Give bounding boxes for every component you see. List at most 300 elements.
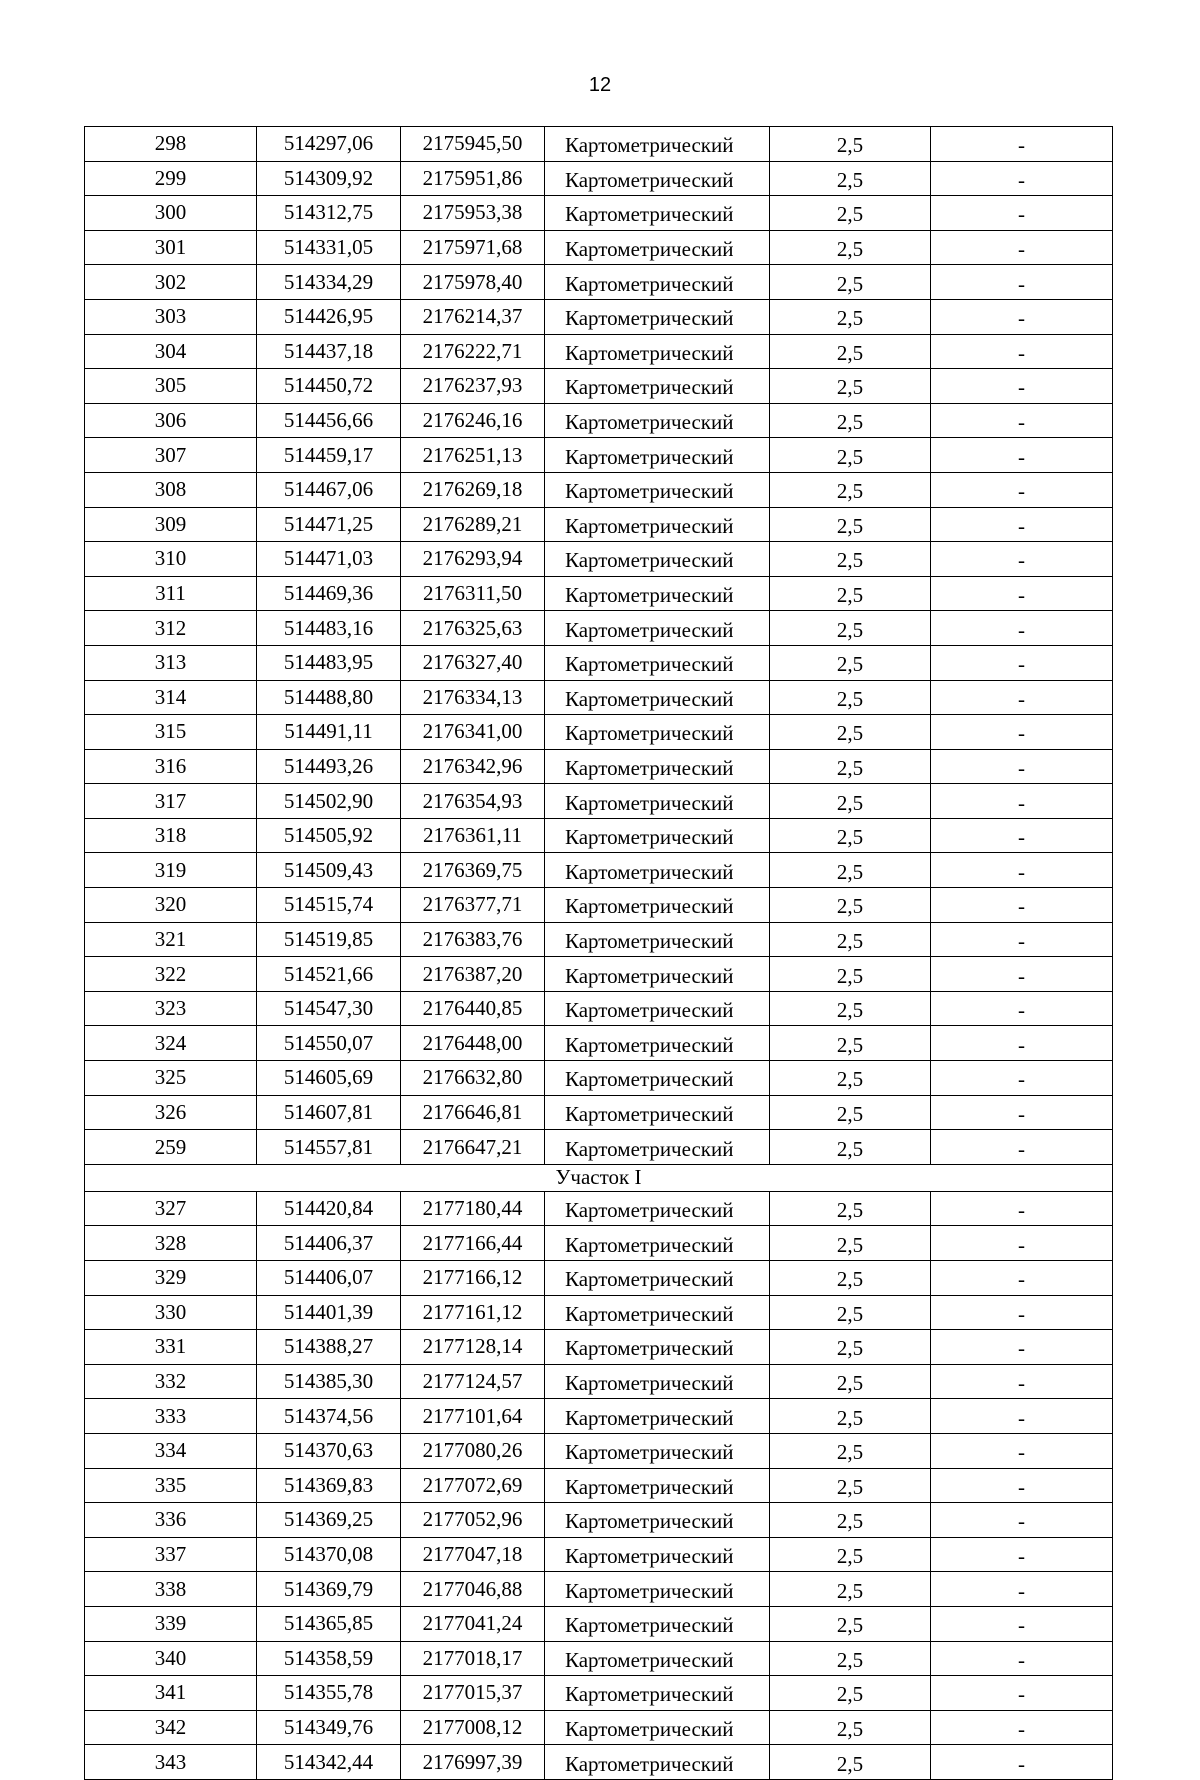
x-coordinate-cell: 514437,18 [257, 334, 401, 369]
accuracy-cell: 2,5 [770, 369, 931, 404]
description-cell: - [931, 196, 1113, 231]
accuracy-cell: 2,5 [770, 922, 931, 957]
y-coordinate-cell: 2177124,57 [401, 1364, 545, 1399]
y-coordinate-cell: 2177052,96 [401, 1503, 545, 1538]
method-cell: Картометрический [545, 438, 770, 473]
point-number-cell: 304 [85, 334, 257, 369]
section-title: Участок I [85, 1164, 1113, 1191]
accuracy-cell: 2,5 [770, 1572, 931, 1607]
y-coordinate-cell: 2176997,39 [401, 1745, 545, 1780]
coordinates-table-body [85, 127, 1113, 1780]
table-row [85, 645, 1113, 680]
method-cell: Картометрический [545, 611, 770, 646]
method-cell: Картометрический [545, 957, 770, 992]
x-coordinate-cell: 514505,92 [257, 818, 401, 853]
method-cell: Картометрический [545, 1061, 770, 1096]
method-cell: Картометрический [545, 334, 770, 369]
point-number-cell: 303 [85, 299, 257, 334]
y-coordinate-cell: 2176251,13 [401, 438, 545, 473]
accuracy-cell: 2,5 [770, 403, 931, 438]
coordinates-table [84, 126, 1113, 1780]
y-coordinate-cell: 2176361,11 [401, 818, 545, 853]
x-coordinate-cell: 514349,76 [257, 1710, 401, 1745]
y-coordinate-cell: 2176377,71 [401, 888, 545, 923]
table-row [85, 1606, 1113, 1641]
table-row [85, 1676, 1113, 1711]
method-cell: Картометрический [545, 1130, 770, 1165]
method-cell: Картометрический [545, 1261, 770, 1296]
table-row [85, 1295, 1113, 1330]
table-row [85, 334, 1113, 369]
table-row [85, 1330, 1113, 1365]
x-coordinate-cell: 514607,81 [257, 1095, 401, 1130]
point-number-cell: 321 [85, 922, 257, 957]
method-cell: Картометрический [545, 1364, 770, 1399]
accuracy-cell: 2,5 [770, 438, 931, 473]
y-coordinate-cell: 2175945,50 [401, 127, 545, 162]
point-number-cell: 315 [85, 715, 257, 750]
y-coordinate-cell: 2176342,96 [401, 749, 545, 784]
description-cell: - [931, 1606, 1113, 1641]
point-number-cell: 314 [85, 680, 257, 715]
x-coordinate-cell: 514459,17 [257, 438, 401, 473]
description-cell: - [931, 645, 1113, 680]
y-coordinate-cell: 2177015,37 [401, 1676, 545, 1711]
method-cell: Картометрический [545, 645, 770, 680]
table-row [85, 888, 1113, 923]
description-cell: - [931, 369, 1113, 404]
accuracy-cell: 2,5 [770, 991, 931, 1026]
description-cell: - [931, 680, 1113, 715]
method-cell: Картометрический [545, 196, 770, 231]
point-number-cell: 312 [85, 611, 257, 646]
y-coordinate-cell: 2176293,94 [401, 542, 545, 577]
method-cell: Картометрический [545, 922, 770, 957]
accuracy-cell: 2,5 [770, 576, 931, 611]
method-cell: Картометрический [545, 853, 770, 888]
method-cell: Картометрический [545, 818, 770, 853]
point-number-cell: 338 [85, 1572, 257, 1607]
table-row [85, 1399, 1113, 1434]
x-coordinate-cell: 514605,69 [257, 1061, 401, 1096]
description-cell: - [931, 265, 1113, 300]
table-row [85, 230, 1113, 265]
point-number-cell: 309 [85, 507, 257, 542]
point-number-cell: 336 [85, 1503, 257, 1538]
table-row [85, 1503, 1113, 1538]
accuracy-cell: 2,5 [770, 715, 931, 750]
point-number-cell: 326 [85, 1095, 257, 1130]
description-cell: - [931, 1095, 1113, 1130]
x-coordinate-cell: 514456,66 [257, 403, 401, 438]
table-row [85, 1226, 1113, 1261]
description-cell: - [931, 1503, 1113, 1538]
table-row [85, 1191, 1113, 1226]
y-coordinate-cell: 2177008,12 [401, 1710, 545, 1745]
method-cell: Картометрический [545, 1468, 770, 1503]
method-cell: Картометрический [545, 1641, 770, 1676]
y-coordinate-cell: 2177080,26 [401, 1433, 545, 1468]
description-cell: - [931, 1641, 1113, 1676]
accuracy-cell: 2,5 [770, 1026, 931, 1061]
x-coordinate-cell: 514297,06 [257, 127, 401, 162]
y-coordinate-cell: 2176237,93 [401, 369, 545, 404]
point-number-cell: 330 [85, 1295, 257, 1330]
x-coordinate-cell: 514406,07 [257, 1261, 401, 1296]
y-coordinate-cell: 2177180,44 [401, 1191, 545, 1226]
accuracy-cell: 2,5 [770, 1399, 931, 1434]
method-cell: Картометрический [545, 715, 770, 750]
method-cell: Картометрический [545, 576, 770, 611]
table-row [85, 576, 1113, 611]
table-row [85, 818, 1113, 853]
method-cell: Картометрический [545, 1226, 770, 1261]
description-cell: - [931, 472, 1113, 507]
accuracy-cell: 2,5 [770, 161, 931, 196]
accuracy-cell: 2,5 [770, 957, 931, 992]
x-coordinate-cell: 514365,85 [257, 1606, 401, 1641]
description-cell: - [931, 1061, 1113, 1096]
description-cell: - [931, 715, 1113, 750]
y-coordinate-cell: 2177101,64 [401, 1399, 545, 1434]
accuracy-cell: 2,5 [770, 749, 931, 784]
x-coordinate-cell: 514370,63 [257, 1433, 401, 1468]
table-row [85, 957, 1113, 992]
method-cell: Картометрический [545, 1095, 770, 1130]
point-number-cell: 335 [85, 1468, 257, 1503]
description-cell: - [931, 888, 1113, 923]
x-coordinate-cell: 514355,78 [257, 1676, 401, 1711]
point-number-cell: 313 [85, 645, 257, 680]
method-cell: Картометрический [545, 1399, 770, 1434]
point-number-cell: 342 [85, 1710, 257, 1745]
accuracy-cell: 2,5 [770, 1606, 931, 1641]
point-number-cell: 325 [85, 1061, 257, 1096]
table-row [85, 1572, 1113, 1607]
y-coordinate-cell: 2176383,76 [401, 922, 545, 957]
x-coordinate-cell: 514547,30 [257, 991, 401, 1026]
method-cell: Картометрический [545, 1676, 770, 1711]
y-coordinate-cell: 2177161,12 [401, 1295, 545, 1330]
description-cell: - [931, 749, 1113, 784]
x-coordinate-cell: 514557,81 [257, 1130, 401, 1165]
table-row [85, 369, 1113, 404]
point-number-cell: 343 [85, 1745, 257, 1780]
y-coordinate-cell: 2176325,63 [401, 611, 545, 646]
description-cell: - [931, 161, 1113, 196]
table-row [85, 1537, 1113, 1572]
y-coordinate-cell: 2177018,17 [401, 1641, 545, 1676]
description-cell: - [931, 1537, 1113, 1572]
point-number-cell: 298 [85, 127, 257, 162]
method-cell: Картометрический [545, 1026, 770, 1061]
point-number-cell: 299 [85, 161, 257, 196]
accuracy-cell: 2,5 [770, 1468, 931, 1503]
x-coordinate-cell: 514369,25 [257, 1503, 401, 1538]
point-number-cell: 318 [85, 818, 257, 853]
point-number-cell: 332 [85, 1364, 257, 1399]
x-coordinate-cell: 514483,16 [257, 611, 401, 646]
point-number-cell: 307 [85, 438, 257, 473]
y-coordinate-cell: 2176327,40 [401, 645, 545, 680]
y-coordinate-cell: 2177166,12 [401, 1261, 545, 1296]
x-coordinate-cell: 514469,36 [257, 576, 401, 611]
method-cell: Картометрический [545, 680, 770, 715]
table-row [85, 507, 1113, 542]
method-cell: Картометрический [545, 1572, 770, 1607]
accuracy-cell: 2,5 [770, 1330, 931, 1365]
table-row [85, 1745, 1113, 1780]
y-coordinate-cell: 2177046,88 [401, 1572, 545, 1607]
y-coordinate-cell: 2177166,44 [401, 1226, 545, 1261]
description-cell: - [931, 334, 1113, 369]
y-coordinate-cell: 2176269,18 [401, 472, 545, 507]
x-coordinate-cell: 514550,07 [257, 1026, 401, 1061]
y-coordinate-cell: 2175953,38 [401, 196, 545, 231]
x-coordinate-cell: 514331,05 [257, 230, 401, 265]
description-cell: - [931, 991, 1113, 1026]
table-row [85, 784, 1113, 819]
y-coordinate-cell: 2176387,20 [401, 957, 545, 992]
description-cell: - [931, 784, 1113, 819]
x-coordinate-cell: 514515,74 [257, 888, 401, 923]
x-coordinate-cell: 514401,39 [257, 1295, 401, 1330]
point-number-cell: 328 [85, 1226, 257, 1261]
x-coordinate-cell: 514426,95 [257, 299, 401, 334]
accuracy-cell: 2,5 [770, 1710, 931, 1745]
table-row [85, 265, 1113, 300]
accuracy-cell: 2,5 [770, 127, 931, 162]
table-row [85, 1061, 1113, 1096]
table-row [85, 161, 1113, 196]
y-coordinate-cell: 2176354,93 [401, 784, 545, 819]
point-number-cell: 331 [85, 1330, 257, 1365]
accuracy-cell: 2,5 [770, 853, 931, 888]
accuracy-cell: 2,5 [770, 1095, 931, 1130]
description-cell: - [931, 1468, 1113, 1503]
x-coordinate-cell: 514406,37 [257, 1226, 401, 1261]
accuracy-cell: 2,5 [770, 299, 931, 334]
accuracy-cell: 2,5 [770, 1226, 931, 1261]
point-number-cell: 323 [85, 991, 257, 1026]
description-cell: - [931, 1572, 1113, 1607]
x-coordinate-cell: 514369,79 [257, 1572, 401, 1607]
accuracy-cell: 2,5 [770, 507, 931, 542]
table-row [85, 1130, 1113, 1165]
description-cell: - [931, 299, 1113, 334]
method-cell: Картометрический [545, 1191, 770, 1226]
table-row [85, 1433, 1113, 1468]
table-row [85, 127, 1113, 162]
description-cell: - [931, 1026, 1113, 1061]
method-cell: Картометрический [545, 230, 770, 265]
x-coordinate-cell: 514358,59 [257, 1641, 401, 1676]
method-cell: Картометрический [545, 1330, 770, 1365]
accuracy-cell: 2,5 [770, 230, 931, 265]
table-row [85, 438, 1113, 473]
point-number-cell: 322 [85, 957, 257, 992]
accuracy-cell: 2,5 [770, 1191, 931, 1226]
x-coordinate-cell: 514521,66 [257, 957, 401, 992]
point-number-cell: 306 [85, 403, 257, 438]
x-coordinate-cell: 514483,95 [257, 645, 401, 680]
point-number-cell: 316 [85, 749, 257, 784]
x-coordinate-cell: 514334,29 [257, 265, 401, 300]
y-coordinate-cell: 2176334,13 [401, 680, 545, 715]
y-coordinate-cell: 2175951,86 [401, 161, 545, 196]
description-cell: - [931, 507, 1113, 542]
table-row [85, 299, 1113, 334]
y-coordinate-cell: 2177047,18 [401, 1537, 545, 1572]
method-cell: Картометрический [545, 299, 770, 334]
table-row [85, 1261, 1113, 1296]
x-coordinate-cell: 514471,25 [257, 507, 401, 542]
x-coordinate-cell: 514491,11 [257, 715, 401, 750]
y-coordinate-cell: 2176246,16 [401, 403, 545, 438]
description-cell: - [931, 818, 1113, 853]
description-cell: - [931, 438, 1113, 473]
table-row [85, 542, 1113, 577]
x-coordinate-cell: 514370,08 [257, 1537, 401, 1572]
description-cell: - [931, 1130, 1113, 1165]
point-number-cell: 324 [85, 1026, 257, 1061]
accuracy-cell: 2,5 [770, 1261, 931, 1296]
x-coordinate-cell: 514309,92 [257, 161, 401, 196]
accuracy-cell: 2,5 [770, 1676, 931, 1711]
point-number-cell: 329 [85, 1261, 257, 1296]
x-coordinate-cell: 514312,75 [257, 196, 401, 231]
accuracy-cell: 2,5 [770, 888, 931, 923]
x-coordinate-cell: 514374,56 [257, 1399, 401, 1434]
description-cell: - [931, 576, 1113, 611]
accuracy-cell: 2,5 [770, 1503, 931, 1538]
accuracy-cell: 2,5 [770, 1745, 931, 1780]
table-row [85, 853, 1113, 888]
table-row [85, 1710, 1113, 1745]
method-cell: Картометрический [545, 991, 770, 1026]
table-row [85, 1026, 1113, 1061]
y-coordinate-cell: 2176289,21 [401, 507, 545, 542]
point-number-cell: 301 [85, 230, 257, 265]
y-coordinate-cell: 2176647,21 [401, 1130, 545, 1165]
table-row [85, 196, 1113, 231]
y-coordinate-cell: 2177072,69 [401, 1468, 545, 1503]
accuracy-cell: 2,5 [770, 542, 931, 577]
table-row [85, 1641, 1113, 1676]
x-coordinate-cell: 514420,84 [257, 1191, 401, 1226]
point-number-cell: 337 [85, 1537, 257, 1572]
description-cell: - [931, 403, 1113, 438]
x-coordinate-cell: 514369,83 [257, 1468, 401, 1503]
description-cell: - [931, 957, 1113, 992]
table-row [85, 472, 1113, 507]
description-cell: - [931, 1191, 1113, 1226]
description-cell: - [931, 1399, 1113, 1434]
table-row [85, 403, 1113, 438]
y-coordinate-cell: 2175978,40 [401, 265, 545, 300]
table-row [85, 991, 1113, 1026]
accuracy-cell: 2,5 [770, 265, 931, 300]
point-number-cell: 305 [85, 369, 257, 404]
y-coordinate-cell: 2176214,37 [401, 299, 545, 334]
description-cell: - [931, 1745, 1113, 1780]
description-cell: - [931, 1226, 1113, 1261]
method-cell: Картометрический [545, 507, 770, 542]
table-row [85, 611, 1113, 646]
method-cell: Картометрический [545, 1745, 770, 1780]
description-cell: - [931, 922, 1113, 957]
y-coordinate-cell: 2177041,24 [401, 1606, 545, 1641]
description-cell: - [931, 1295, 1113, 1330]
accuracy-cell: 2,5 [770, 1061, 931, 1096]
x-coordinate-cell: 514467,06 [257, 472, 401, 507]
point-number-cell: 340 [85, 1641, 257, 1676]
y-coordinate-cell: 2176369,75 [401, 853, 545, 888]
method-cell: Картометрический [545, 888, 770, 923]
accuracy-cell: 2,5 [770, 680, 931, 715]
y-coordinate-cell: 2176222,71 [401, 334, 545, 369]
point-number-cell: 302 [85, 265, 257, 300]
point-number-cell: 341 [85, 1676, 257, 1711]
y-coordinate-cell: 2176311,50 [401, 576, 545, 611]
point-number-cell: 308 [85, 472, 257, 507]
accuracy-cell: 2,5 [770, 334, 931, 369]
description-cell: - [931, 1433, 1113, 1468]
point-number-cell: 334 [85, 1433, 257, 1468]
y-coordinate-cell: 2176632,80 [401, 1061, 545, 1096]
accuracy-cell: 2,5 [770, 1433, 931, 1468]
method-cell: Картометрический [545, 1295, 770, 1330]
accuracy-cell: 2,5 [770, 1537, 931, 1572]
y-coordinate-cell: 2176448,00 [401, 1026, 545, 1061]
method-cell: Картометрический [545, 749, 770, 784]
point-number-cell: 310 [85, 542, 257, 577]
description-cell: - [931, 1676, 1113, 1711]
method-cell: Картометрический [545, 403, 770, 438]
description-cell: - [931, 1330, 1113, 1365]
method-cell: Картометрический [545, 472, 770, 507]
x-coordinate-cell: 514493,26 [257, 749, 401, 784]
method-cell: Картометрический [545, 265, 770, 300]
description-cell: - [931, 1261, 1113, 1296]
table-row [85, 749, 1113, 784]
accuracy-cell: 2,5 [770, 1364, 931, 1399]
point-number-cell: 327 [85, 1191, 257, 1226]
method-cell: Картометрический [545, 1606, 770, 1641]
accuracy-cell: 2,5 [770, 1295, 931, 1330]
page-number: 12 [588, 74, 612, 96]
method-cell: Картометрический [545, 784, 770, 819]
description-cell: - [931, 853, 1113, 888]
point-number-cell: 339 [85, 1606, 257, 1641]
method-cell: Картометрический [545, 161, 770, 196]
table-row [85, 715, 1113, 750]
y-coordinate-cell: 2177128,14 [401, 1330, 545, 1365]
description-cell: - [931, 542, 1113, 577]
point-number-cell: 259 [85, 1130, 257, 1165]
method-cell: Картометрический [545, 1503, 770, 1538]
point-number-cell: 320 [85, 888, 257, 923]
x-coordinate-cell: 514519,85 [257, 922, 401, 957]
point-number-cell: 319 [85, 853, 257, 888]
x-coordinate-cell: 514488,80 [257, 680, 401, 715]
accuracy-cell: 2,5 [770, 472, 931, 507]
x-coordinate-cell: 514342,44 [257, 1745, 401, 1780]
point-number-cell: 333 [85, 1399, 257, 1434]
method-cell: Картометрический [545, 542, 770, 577]
accuracy-cell: 2,5 [770, 784, 931, 819]
description-cell: - [931, 127, 1113, 162]
